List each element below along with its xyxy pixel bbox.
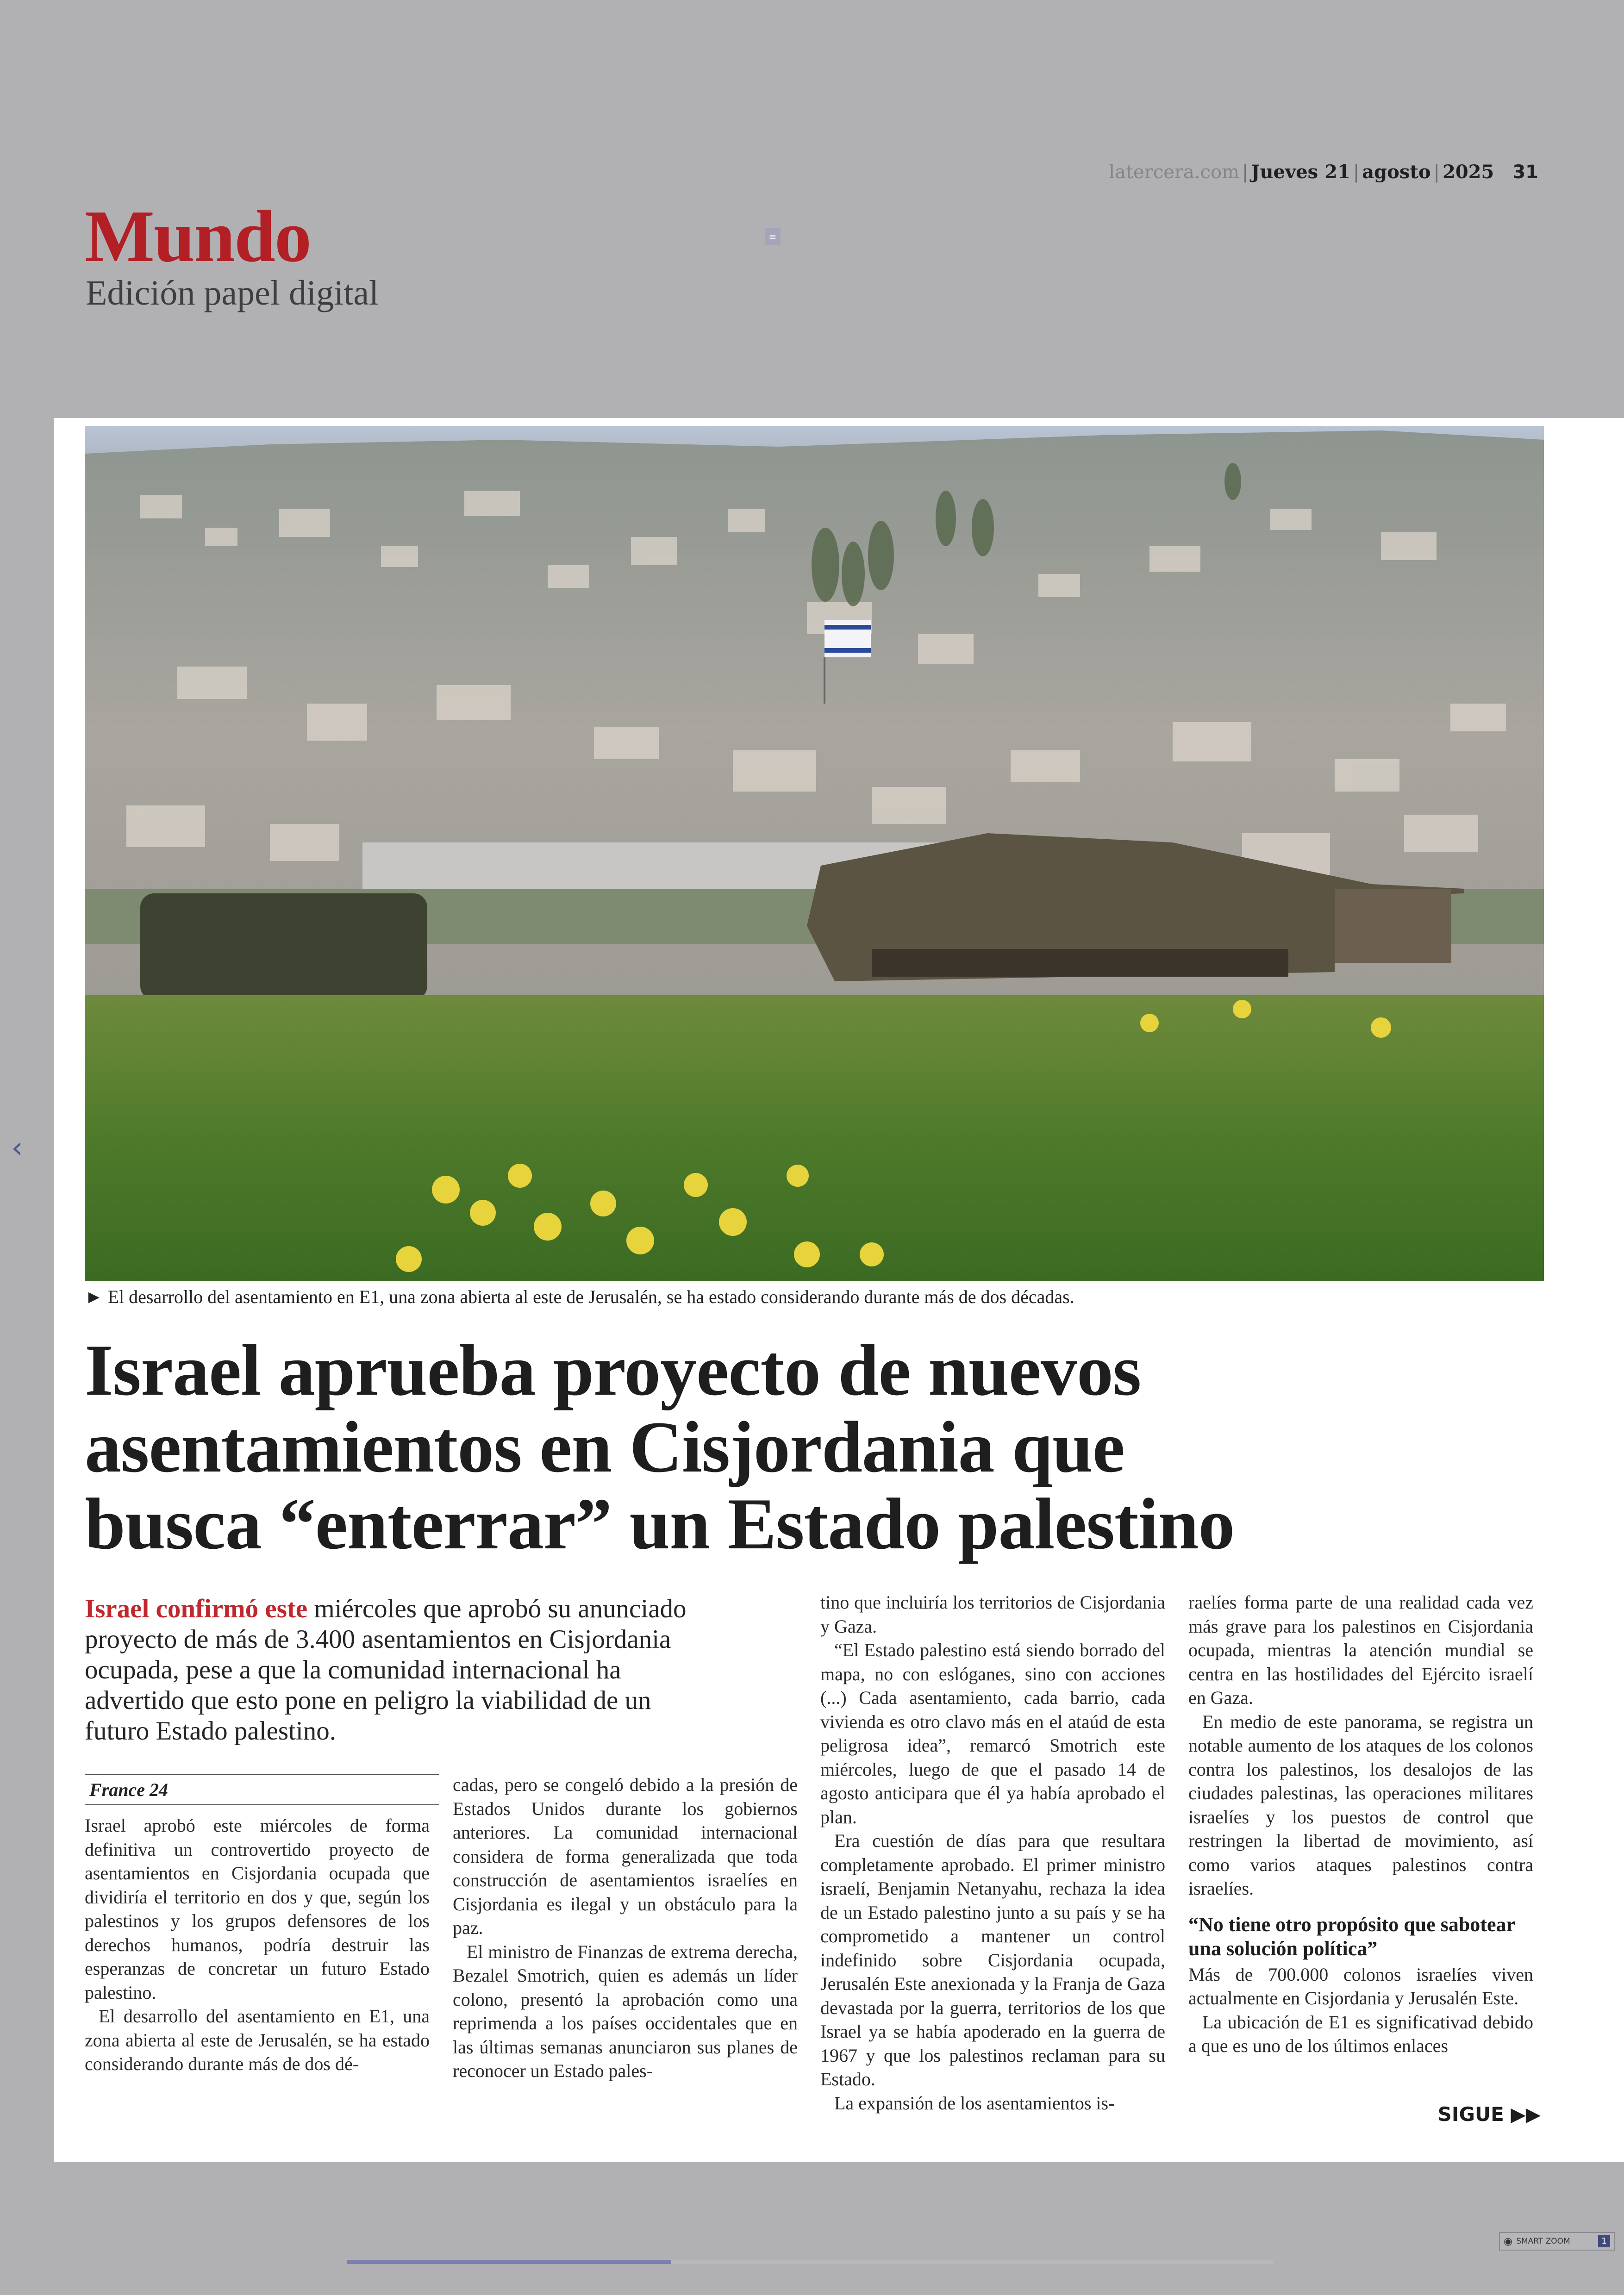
date-month: agosto xyxy=(1362,161,1431,183)
headline-line: Israel aprueba proyecto de nuevos xyxy=(85,1330,1141,1411)
text-column-1 xyxy=(85,1814,430,2076)
paragraph: Era cuestión de días para que resultara completamente aprobado. El primer ministro israelí, Benjamin Netanyahu, rechaza la idea de un Estado palestino junto a su país y se ha comprometido a mantener un control indefinido sobre Cisjordania ocupada, Jerusalén Este anexionada y la Franja de Gaza devastada por la guerra, territorios de los que Israel ya se había apoderado en la guerra de 1967 y que los palestinos reclaman para su Estado. xyxy=(820,1830,1165,2089)
text-column-3 xyxy=(820,1590,1165,2115)
eye-icon: ◉ xyxy=(1504,2235,1513,2247)
date-year: 2025 xyxy=(1443,161,1494,183)
paragraph: La expansión de los asentamientos is- xyxy=(834,2092,1115,2114)
paragraph: El desarrollo del asentamiento en E1, una zona abierta al este de Jerusalén, se ha estado considerando durante más de dos dé- xyxy=(85,2006,430,2074)
paragraph: Israel aprobó este miércoles de forma definitiva un controvertido proyecto de asentamientos en Cisjordania ocupada que dividiría el territorio en dos y que, según los palestinos y los grupos defensores de los derechos humanos, podría destruir las esperanzas de concretar un futuro Estado palestino. xyxy=(85,1815,430,2003)
photo-caption: ► El desarrollo del asentamiento en E1, una zona abierta al este de Jerusalén, se ha estado considerando durante más de dos décadas. xyxy=(85,1286,1074,1307)
paragraph: La ubicación de E1 es significativad debido a que es uno de los últimos enlaces xyxy=(1188,2011,1533,2056)
headline-line: asentamientos en Cisjordania que xyxy=(85,1407,1124,1488)
newspaper-page xyxy=(54,418,1624,2162)
article-lead xyxy=(85,1594,714,1746)
headline-line: busca “enterrar” un Estado palestino xyxy=(85,1484,1235,1565)
text-column-2 xyxy=(453,1773,798,2083)
section-title: Mundo xyxy=(85,195,311,277)
paragraph: El ministro de Finanzas de extrema derecha, Bezalel Smotrich, quien es además un líder colono, presentó la aprobación como una reprimenda a los países occidentales que en las últimas semanas anunciaron sus planes de reconocer un Estado pales- xyxy=(453,1941,798,2081)
progress-fill xyxy=(347,2260,671,2264)
paragraph: tino que incluiría los territorios de Cisjordania y Gaza. xyxy=(820,1592,1165,1637)
smart-zoom-count: 1 xyxy=(1598,2235,1610,2247)
paragraph: raelíes forma parte de una realidad cada vez más grave para los palestinos en Cisjordania ocupada, mientras la atención mundial se centra en las hostilidades del Ejército israelí en Gaza. xyxy=(1188,1592,1533,1708)
page-number: 31 xyxy=(1512,162,1538,183)
lead-highlight: Israel confirmó este xyxy=(85,1594,308,1623)
paragraph: “El Estado palestino está siendo borrado del mapa, no con eslóganes, sino con acciones (...) Cada asentamiento, cada barrio, cada vivienda es otro clavo más en el ataúd de esta peligrosa idea”, remarcó Smotrich este miércoles, luego de que el pasado 14 de agosto anticipara que él ya había aprobado el plan. xyxy=(820,1640,1165,1827)
article-headline xyxy=(85,1332,1543,1563)
article-photo xyxy=(85,426,1544,1281)
paragraph: cadas, pero se congeló debido a la presión de Estados Unidos durante los gobiernos anteriores. La comunidad internacional considera de forma generalizada que toda construcción de asentamientos israelíes en Cisjordania es ilegal y un obstáculo para la paz. xyxy=(453,1774,798,1938)
smart-zoom-button[interactable] xyxy=(1499,2232,1615,2251)
smart-zoom-label: SMART ZOOM xyxy=(1516,2237,1570,2246)
date-day: Jueves 21 xyxy=(1251,161,1350,183)
site-name: latercera.com xyxy=(1109,162,1240,183)
paragraph: En medio de este panorama, se registra un notable aumento de los ataques de los colonos contra los palestinos, los desalojos de las ciudades palestinas, las operaciones militares israelíes y los puestos de control que restringen la libertad de movimiento, así como varios ataques palestinos contra israelíes. xyxy=(1188,1711,1533,1899)
article-source: France 24 xyxy=(85,1774,439,1805)
page-meta: latercera.com | Jueves 21 | agosto | 2025 31 xyxy=(1109,161,1538,183)
edition-label: Edición papel digital xyxy=(86,274,379,312)
continue-link[interactable]: SIGUE ▶▶ xyxy=(1437,2103,1541,2126)
text-column-4 xyxy=(1188,1590,1533,2058)
menu-icon[interactable]: ≡ xyxy=(765,228,781,245)
article-subheading: “No tiene otro propósito que sabotear una solución política” xyxy=(1188,1913,1515,1960)
chevron-left-icon[interactable]: ‹ xyxy=(11,1131,23,1165)
paragraph: Más de 700.000 colonos israelíes viven actualmente en Cisjordania y Jerusalén Este. xyxy=(1188,1964,1533,2008)
lead-text: miércoles que aprobó su anunciado proyecto de más de 3.400 asentamientos en Cisjordania ocupada, pese a que la comunidad internacional ha advertido que esto pone en peligro la viabilidad de un futuro Estado palestino. xyxy=(85,1594,687,1746)
page-progress-bar[interactable] xyxy=(347,2260,1273,2264)
